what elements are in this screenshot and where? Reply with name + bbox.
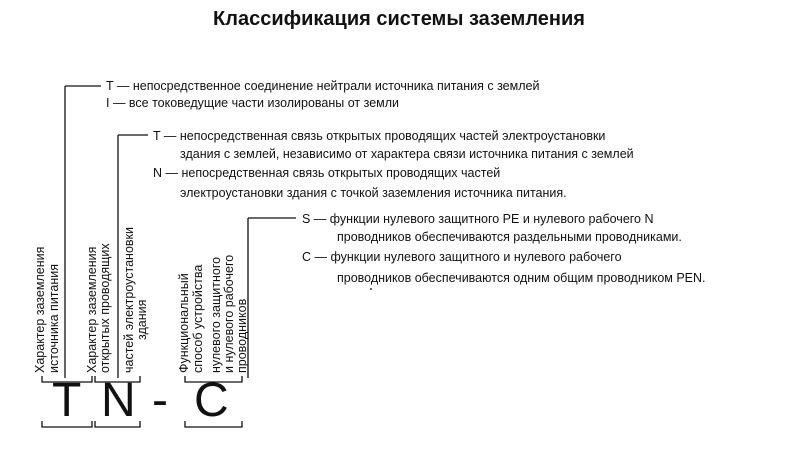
group1-label-line1: Характер заземления <box>33 246 47 373</box>
group3-label-line3: нулевого защитного <box>209 256 223 373</box>
letter-t: T <box>52 374 82 427</box>
stray-dot <box>370 288 372 290</box>
group1-t-description: T — непосредственное соединение нейтрали источника питания с землей <box>106 79 540 93</box>
group2-n-description-line1: N — непосредственная связь открытых проводящих частей <box>153 166 501 180</box>
group2-label-line3: частей электроустановки <box>122 227 136 373</box>
group3-label-line2: способ устройства <box>191 264 205 373</box>
group3-s-description-line1: S — функции нулевого защитного PE и нулевого рабочего N <box>302 212 654 226</box>
group3-c-description-line1: C — функции нулевого защитного и нулевого рабочего <box>302 250 622 264</box>
letter-n: N <box>101 374 136 427</box>
group3-s-description-line2: проводников обеспечиваются раздельными проводниками. <box>337 230 682 244</box>
group2-t-description-line1: T — непосредственная связь открытых проводящих частей электроустановки <box>153 129 606 143</box>
group3-label-line5: проводников <box>235 298 249 373</box>
group3-label-line1: Функциональный <box>177 273 191 373</box>
group2-t-description-line2: здания с землей, независимо от характера связи источника питания с землей <box>180 147 634 161</box>
group2-n-description-line2: электроустановки здания с точкой заземления источника питания. <box>180 186 567 200</box>
group2-label-line4: здания <box>135 299 149 340</box>
letter-dash: - <box>152 374 168 427</box>
group2-label-line2: открытых проводящих <box>98 243 112 373</box>
group2-label-line1: Характер заземления <box>85 246 99 373</box>
group1-i-description: I — все токоведущие части изолированы от земли <box>106 96 400 110</box>
group3-label-line4: и нулевого рабочего <box>222 254 236 373</box>
group3-c-description-line2: проводников обеспечиваются одним общим проводником PEN. <box>337 271 706 285</box>
letter-c: C <box>194 374 229 427</box>
page-title: Классификация системы заземления <box>213 8 585 30</box>
group1-label-line2: источника питания <box>47 263 61 373</box>
